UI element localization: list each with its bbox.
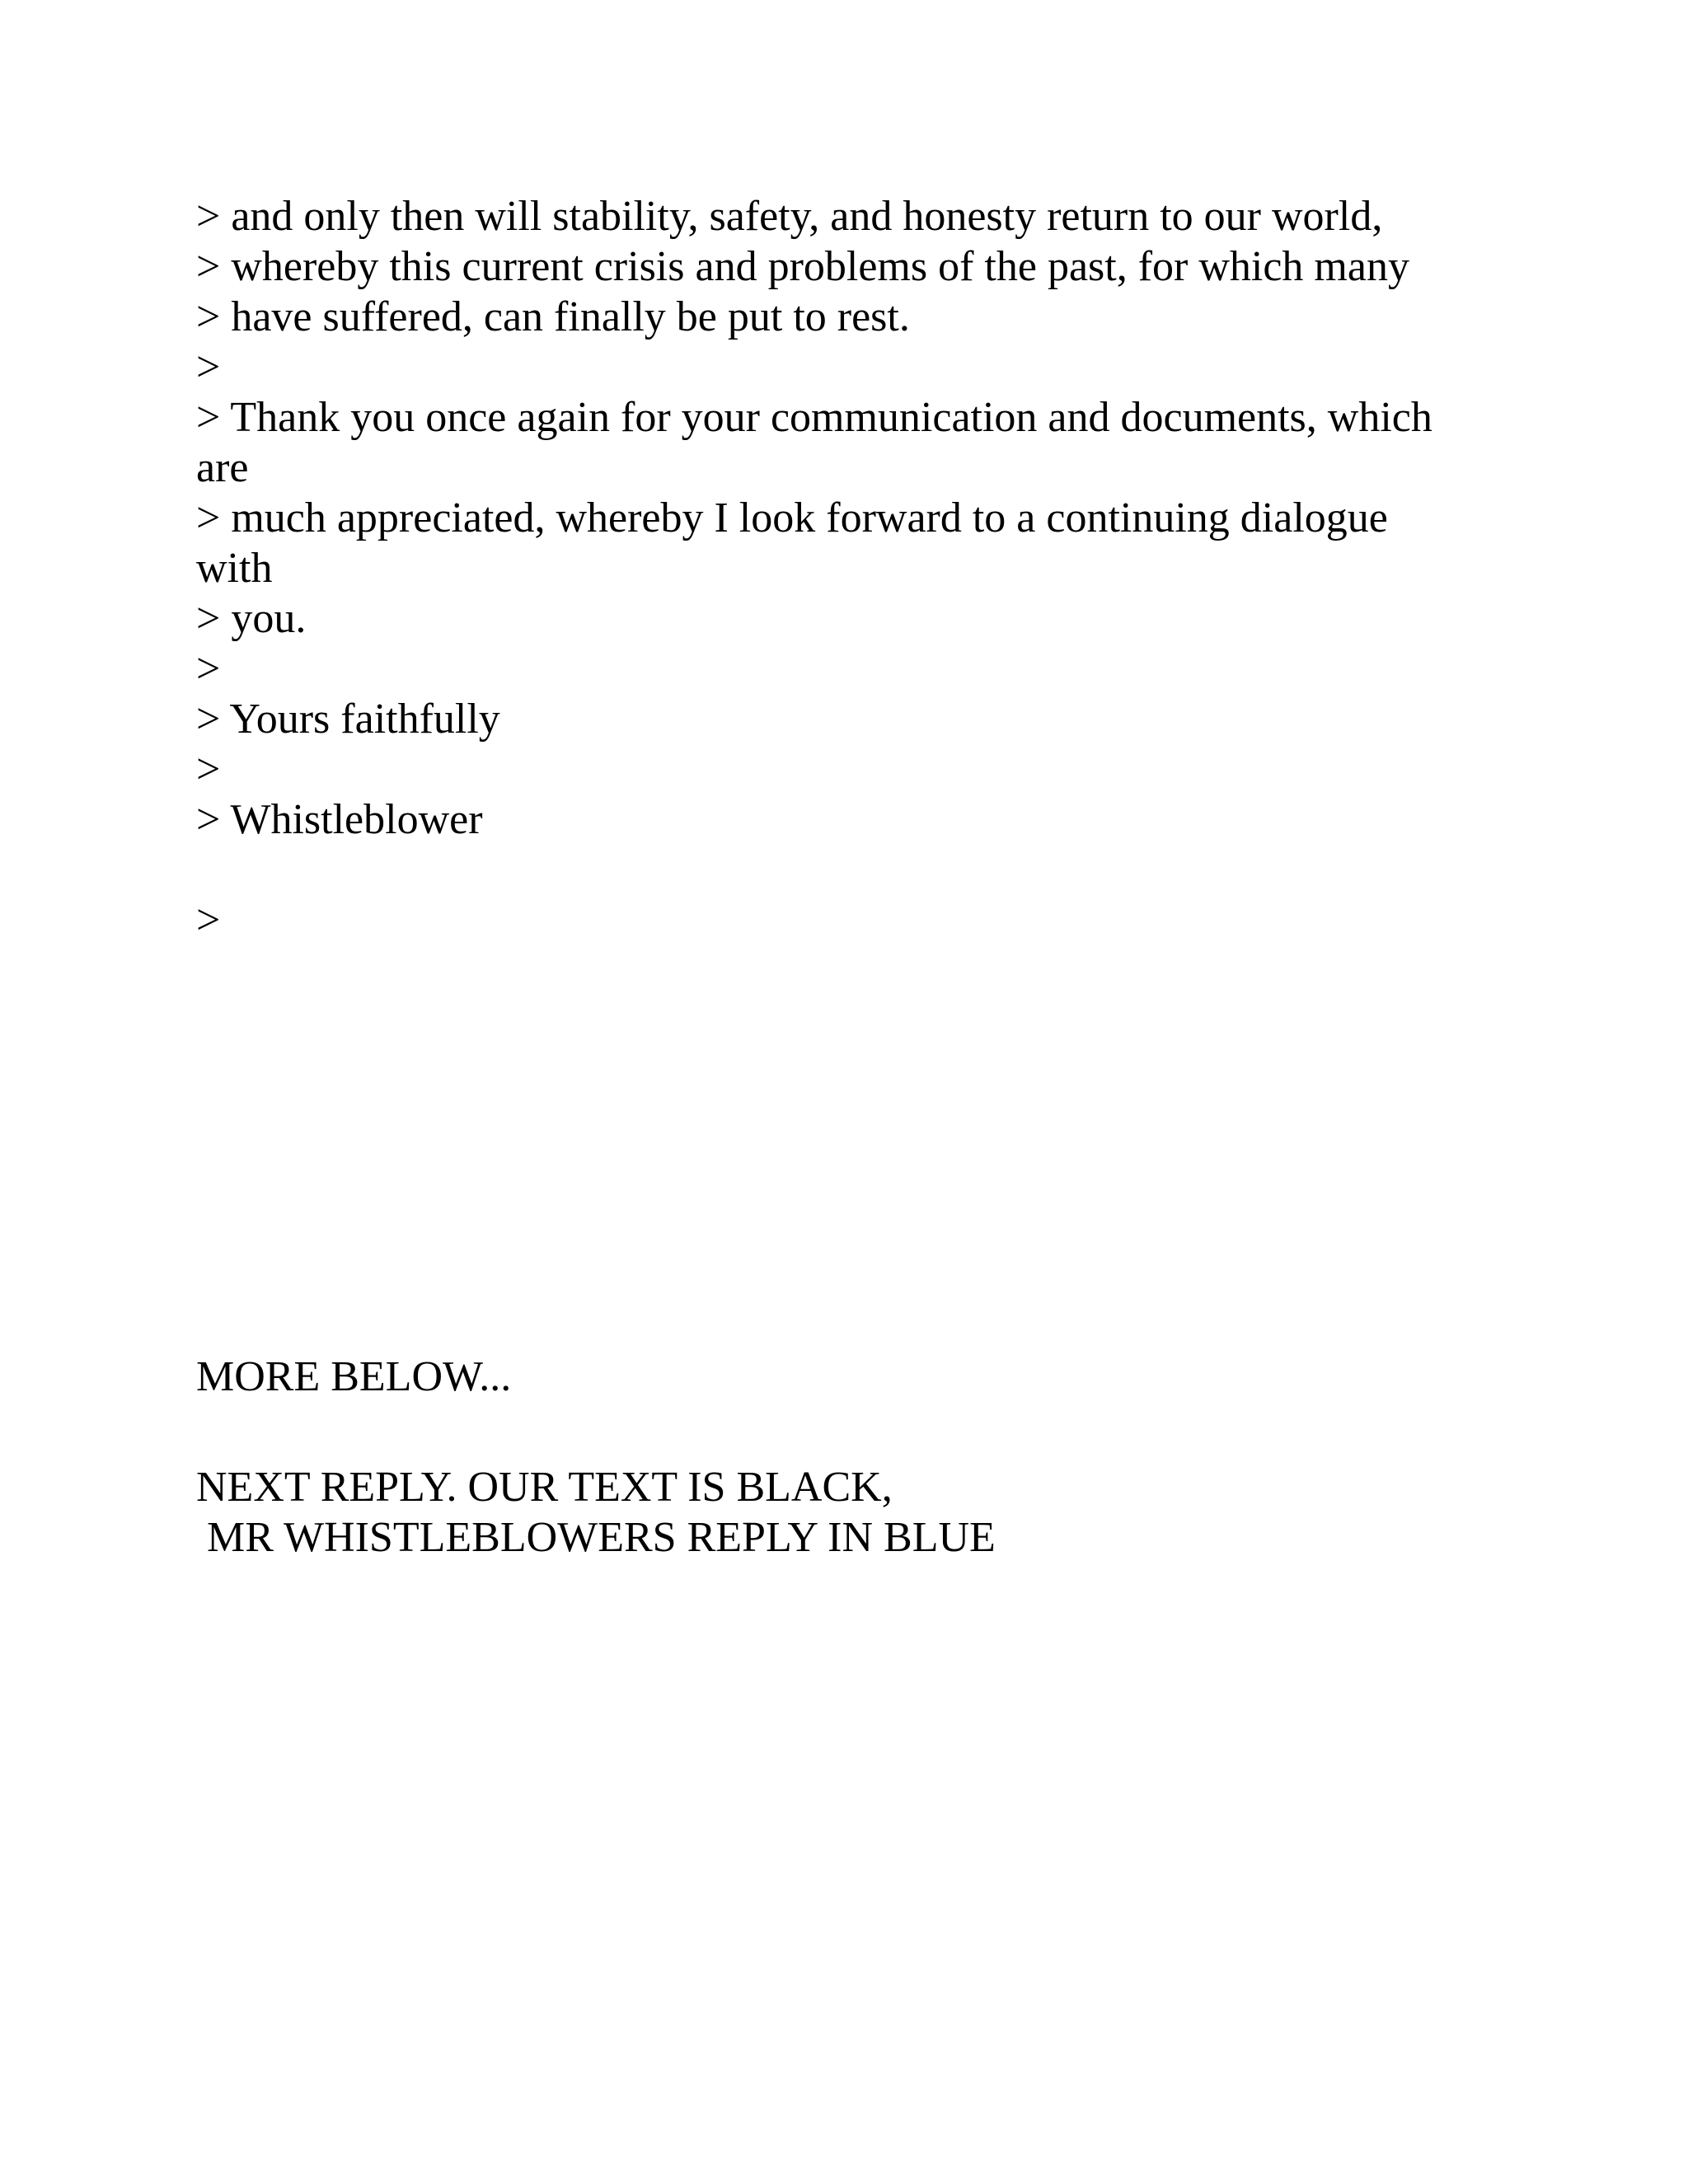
quoted-line: > Yours faithfully [196, 696, 500, 743]
quoted-line: with [196, 545, 273, 592]
quoted-line: > and only then will stability, safety, and honesty return to our world, [196, 193, 1383, 240]
quoted-line: > have suffered, can finally be put to rest. [196, 293, 910, 340]
quoted-line: > whereby this current crisis and problems of the past, for which many [196, 243, 1409, 290]
quoted-email-block [196, 191, 1531, 845]
next-reply-line-1: NEXT REPLY. OUR TEXT IS BLACK, [196, 1464, 893, 1511]
next-reply-note [196, 1462, 996, 1563]
quoted-line: are [196, 444, 249, 491]
signature-line: > Whistleblower [196, 796, 483, 843]
trailing-quote-marker: > [196, 897, 221, 944]
quoted-line: > you. [196, 595, 307, 642]
quoted-line: > [196, 645, 221, 692]
next-reply-line-2: MR WHISTLEBLOWERS REPLY IN BLUE [196, 1514, 996, 1561]
quoted-line: > Thank you once again for your communication and documents, which [196, 394, 1432, 441]
quoted-line: > [196, 746, 221, 793]
more-below-note: MORE BELOW... [196, 1353, 512, 1400]
quoted-line: > much appreciated, whereby I look forward to a continuing dialogue [196, 494, 1388, 541]
quoted-line: > [196, 344, 221, 391]
